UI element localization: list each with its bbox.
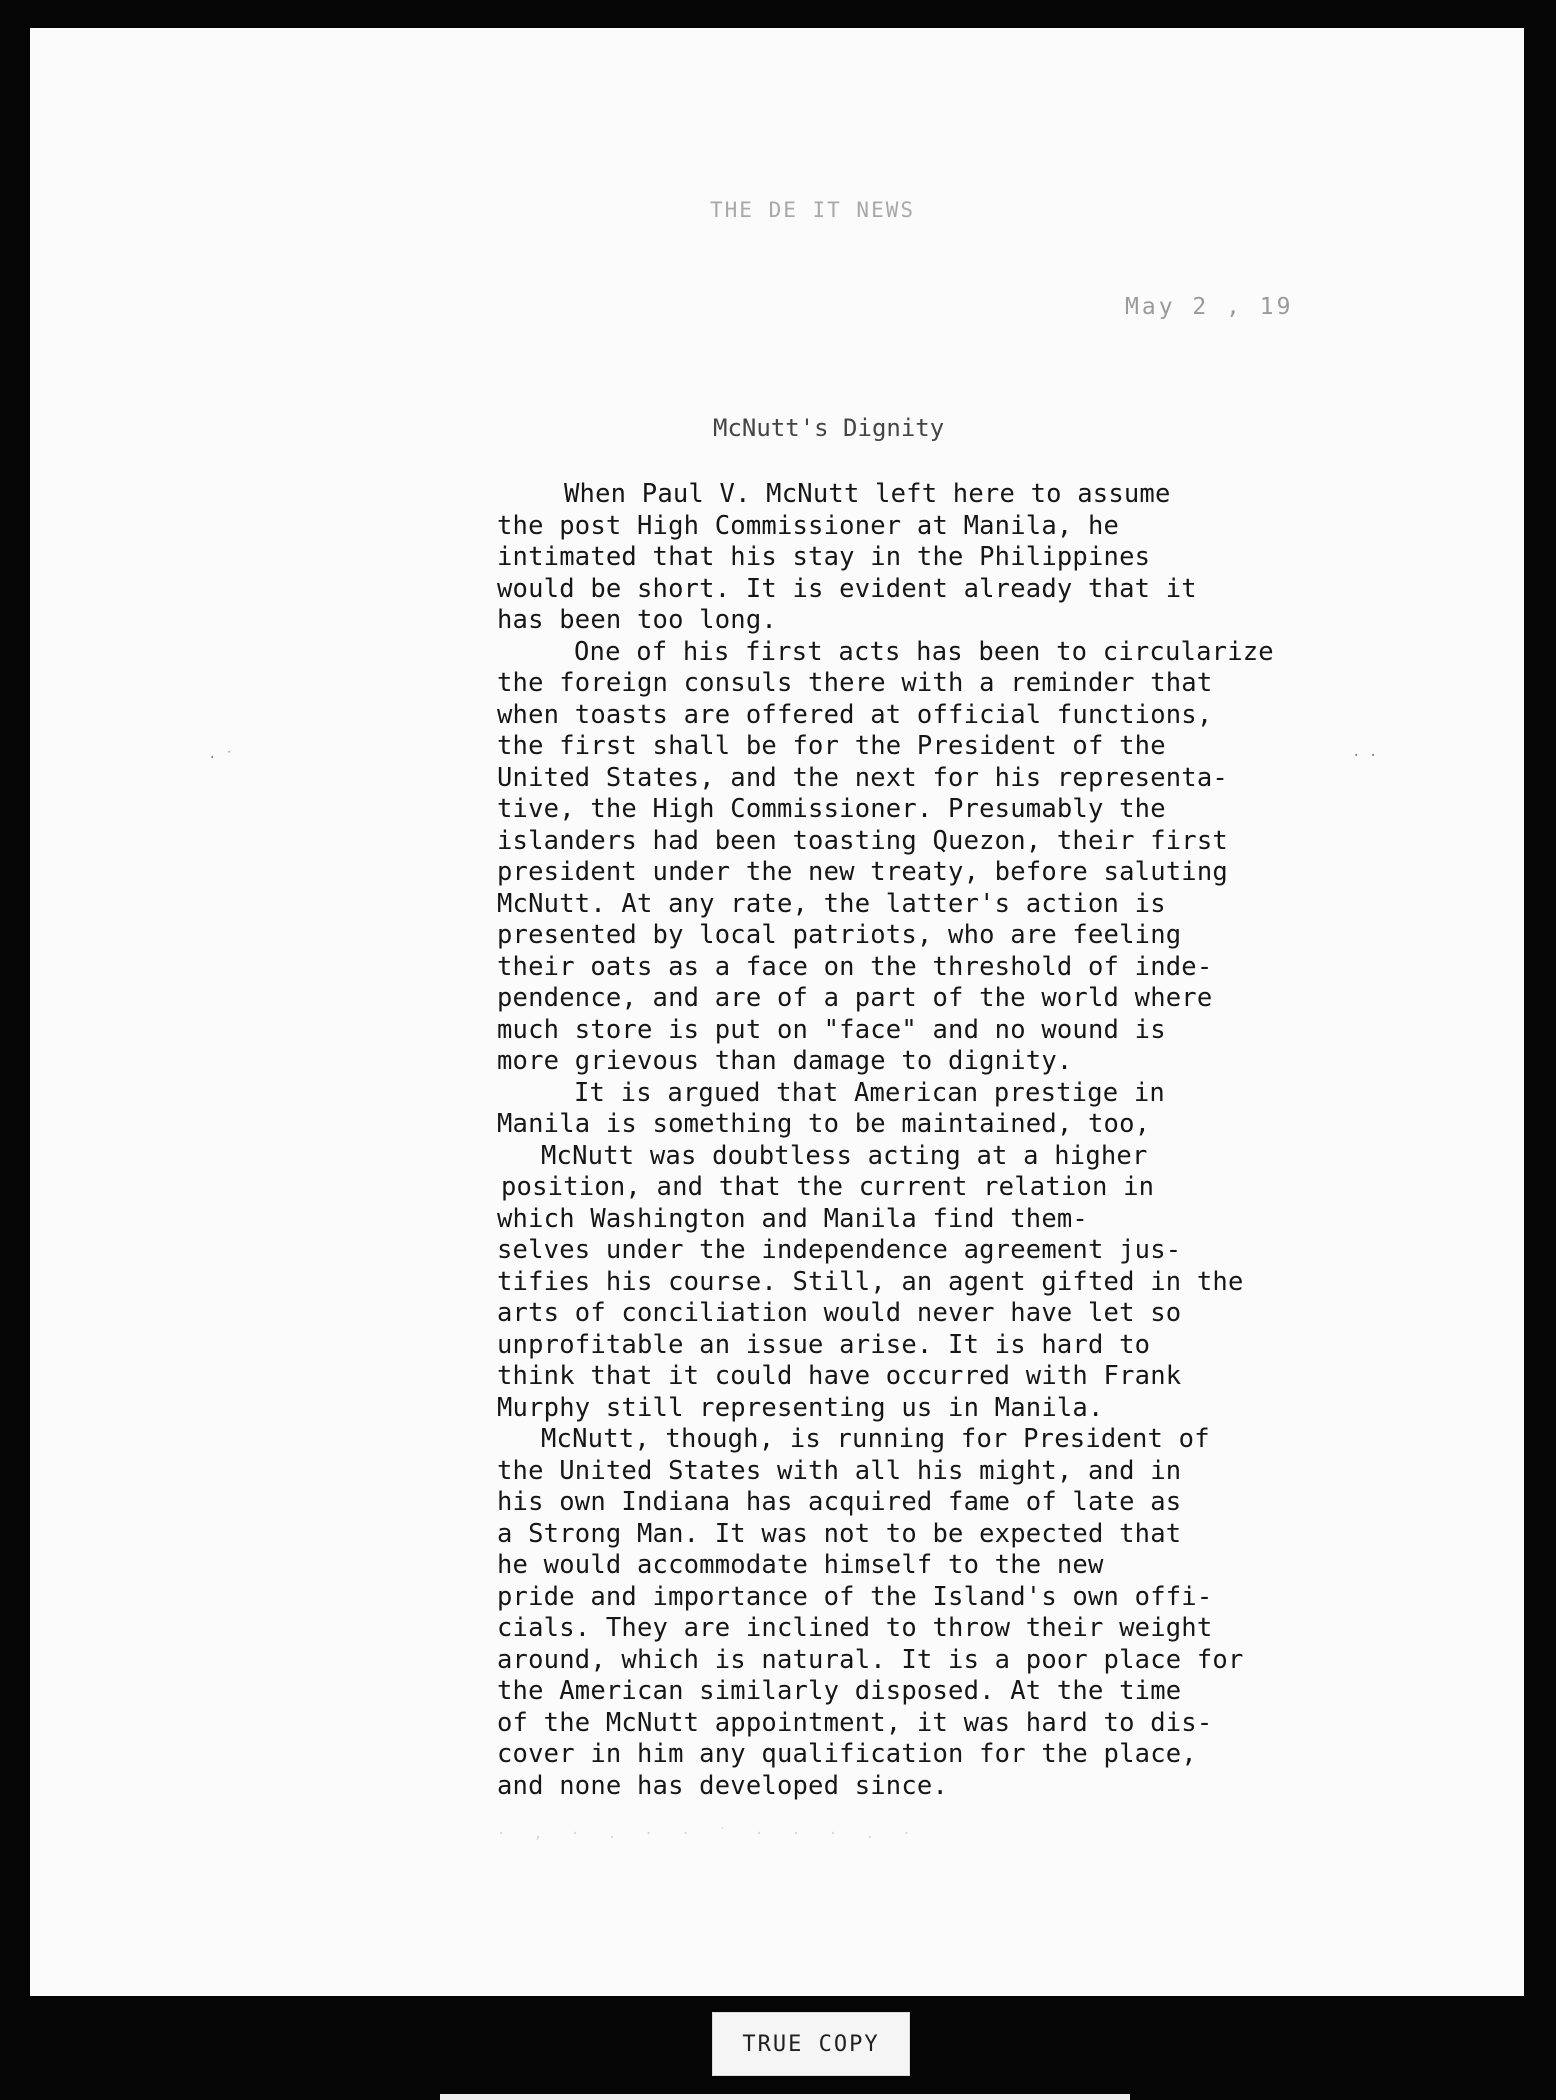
article-line: when toasts are offered at official functions, (497, 699, 1213, 730)
article-line: cover in him any qualification for the place, (497, 1739, 1197, 1769)
article-line: intimated that his stay in the Philippines (497, 542, 1151, 572)
scan-mark-right: · · (1352, 748, 1378, 764)
article-line: islanders had been toasting Quezon, their first (497, 825, 1228, 856)
article-line: selves under the independence agreement jus- (497, 1235, 1182, 1265)
article-line: Murphy still representing us in Manila. (497, 1392, 1104, 1423)
article-line: around, which is natural. It is a poor place for (497, 1644, 1244, 1675)
article-line: more grievous than damage to dignity. (497, 1046, 1073, 1076)
article-line: tifies his course. Still, an agent gifted in the (497, 1266, 1244, 1297)
article-line: think that it could have occurred with Frank (497, 1361, 1182, 1391)
article-line: their oats as a face on the threshold of inde- (497, 951, 1213, 982)
article-line: unprofitable an issue arise. It is hard to (497, 1329, 1151, 1360)
document-page (30, 28, 1524, 1996)
article-line: It is argued that American prestige in (574, 1077, 1165, 1108)
article-title: McNutt's Dignity (713, 414, 945, 442)
true-copy-stamp: TRUE COPY (712, 2012, 910, 2076)
article-line: has been too long. (497, 605, 777, 635)
article-line: which Washington and Manila find them- (497, 1203, 1088, 1234)
article-line: a Strong Man. It was not to be expected that (497, 1518, 1182, 1549)
article-line: would be short. It is evident already that it (497, 573, 1197, 604)
article-line: president under the new treaty, before saluting (497, 857, 1228, 887)
article-line: McNutt. At any rate, the latter's action is (497, 888, 1166, 919)
article-line: he would accommodate himself to the new (497, 1550, 1104, 1580)
article-line: cials. They are inclined to throw their weight (497, 1613, 1213, 1643)
scan-edge-strip (440, 2094, 1130, 2100)
article-date: May 2 , 19 (1125, 294, 1294, 320)
scan-mark-left: · ˙ (208, 750, 234, 766)
article-line: One of his first acts has been to circularize (574, 636, 1274, 667)
article-body (497, 479, 1297, 1802)
faint-scan-residue: · , · . · · ˙ · · · . · (497, 1826, 921, 1842)
article-line: United States, and the next for his representa- (497, 762, 1228, 793)
article-line: position, and that the current relation in (501, 1172, 1155, 1202)
article-line: much store is put on "face" and no wound is (497, 1014, 1166, 1045)
article-line: arts of conciliation would never have let so (497, 1298, 1182, 1328)
article-line: presented by local patriots, who are feeling (497, 920, 1182, 950)
article-line: the post High Commissioner at Manila, he (497, 510, 1120, 541)
article-line: the United States with all his might, and in (497, 1455, 1182, 1486)
article-line: pride and importance of the Island's own offi- (497, 1581, 1213, 1612)
article-line: When Paul V. McNutt left here to assume (564, 479, 1171, 509)
article-line: McNutt was doubtless acting at a higher (541, 1140, 1148, 1171)
article-line: McNutt, though, is running for President of (541, 1424, 1210, 1454)
article-line: and none has developed since. (497, 1770, 949, 1801)
article-line: of the McNutt appointment, it was hard to dis- (497, 1707, 1213, 1738)
article-line: his own Indiana has acquired fame of late as (497, 1487, 1182, 1517)
article-line: the foreign consuls there with a reminder that (497, 668, 1213, 698)
article-line: the American similarly disposed. At the time (497, 1676, 1182, 1706)
newspaper-masthead: THE DE IT NEWS (710, 198, 916, 222)
article-line: tive, the High Commissioner. Presumably the (497, 794, 1166, 824)
article-line: the first shall be for the President of the (497, 731, 1166, 761)
article-line: pendence, and are of a part of the world where (497, 983, 1213, 1013)
article-line: Manila is something to be maintained, too, (497, 1109, 1151, 1139)
